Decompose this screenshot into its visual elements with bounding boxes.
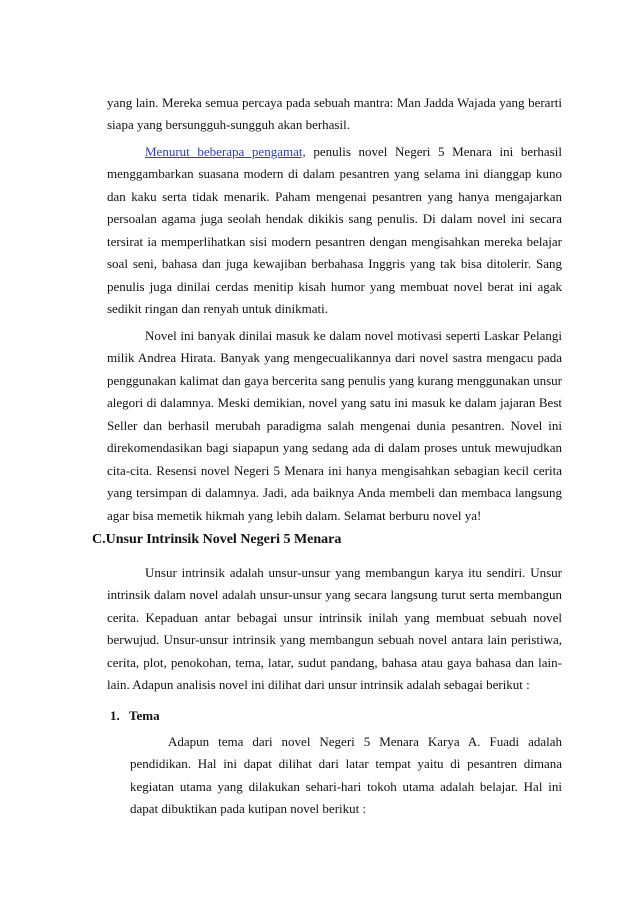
list-item-title: Tema — [129, 708, 160, 723]
paragraph-intrinsic: Unsur intrinsik adalah unsur-unsur yang membangun karya itu sendiri. Unsur intrinsik dalam novel adalah unsur-unsur yang secara langsung turut serta membangun cerita. Kepaduan antar bebagai unsur intrinsik inilah yang membuat sebuah novel berwujud. Unsur-unsur intrinsik yang membangun sebuah novel antara lain peristiwa, cerita, plot, penokohan, tema, latar, sudut pandang, bahasa atau gaya bahasa dan lain-lain. Adapun analisis novel ini dilihat dari unsur intrinsik adalah sebagai berikut : — [107, 565, 562, 693]
paragraph-observers — [107, 141, 562, 321]
observers-link[interactable]: Menurut beberapa pengamat, — [145, 144, 306, 159]
list-item-heading-tema — [110, 706, 160, 726]
paragraph-intro-continuation: yang lain. Mereka semua percaya pada sebuah mantra: Man Jadda Wajada yang berarti siapa yang bersungguh-sungguh akan berhasil. — [107, 95, 562, 133]
paragraph-motivation: Novel ini banyak dinilai masuk ke dalam novel motivasi seperti Laskar Pelangi milik Andrea Hirata. Banyak yang mengecualikannya dari novel sastra mengacu pada penggunakan kalimat dan gaya bercerita sang penulis yang kurang menggunakan unsur alegori di dalamnya. Meski demikian, novel yang satu ini masuk ke dalam jajaran Best Seller dan berhasil merubah paradigma salah mengenai dunia pesantren. Novel ini direkomendasikan bagi siapapun yang sedang ada di dalam proses untuk mewujudkan cita-cita. Resensi novel Negeri 5 Menara ini hanya mengisahkan sebagian kecil cerita yang tersimpan di dalamnya. Jadi, ada baiknya Anda membeli dan membaca langsung agar bisa memetik hikmah yang lebih dalam. Selamat berburu novel ya! — [107, 328, 562, 523]
list-item-number: 1. — [110, 708, 120, 723]
section-heading-c: C.Unsur Intrinsik Novel Negeri 5 Menara — [92, 532, 342, 547]
paragraph-observers-text: penulis novel Negeri 5 Menara ini berhasil menggambarkan suasana modern di dalam pesantren yang selama ini dianggap kuno dan kaku serta tidak menarik. Paham mengenai pesantren yang hanya mengajarkan persoalan agama juga seolah hendak dikikis sang penulis. Di dalam novel ini secara tersirat ia memperlihatkan sisi modern pesantren dengan mengisahkan mereka belajar soal seni, bahasa dan juga kewajiban berbahasa Inggris yang tak bisa ditolerir. Sang penulis juga dinilai cerdas menitip kisah humor yang membuat novel berat ini agak sedikit ringan dan renyah untuk dinikmati. — [107, 144, 562, 317]
paragraph-tema: Adapun tema dari novel Negeri 5 Menara Karya A. Fuadi adalah pendidikan. Hal ini dapat dilihat dari latar tempat yaitu di pesantren dimana kegiatan utama yang dilakukan sehari-hari tokoh utama adalah belajar. Hal ini dapat dibuktikan pada kutipan novel berikut : — [130, 734, 562, 817]
